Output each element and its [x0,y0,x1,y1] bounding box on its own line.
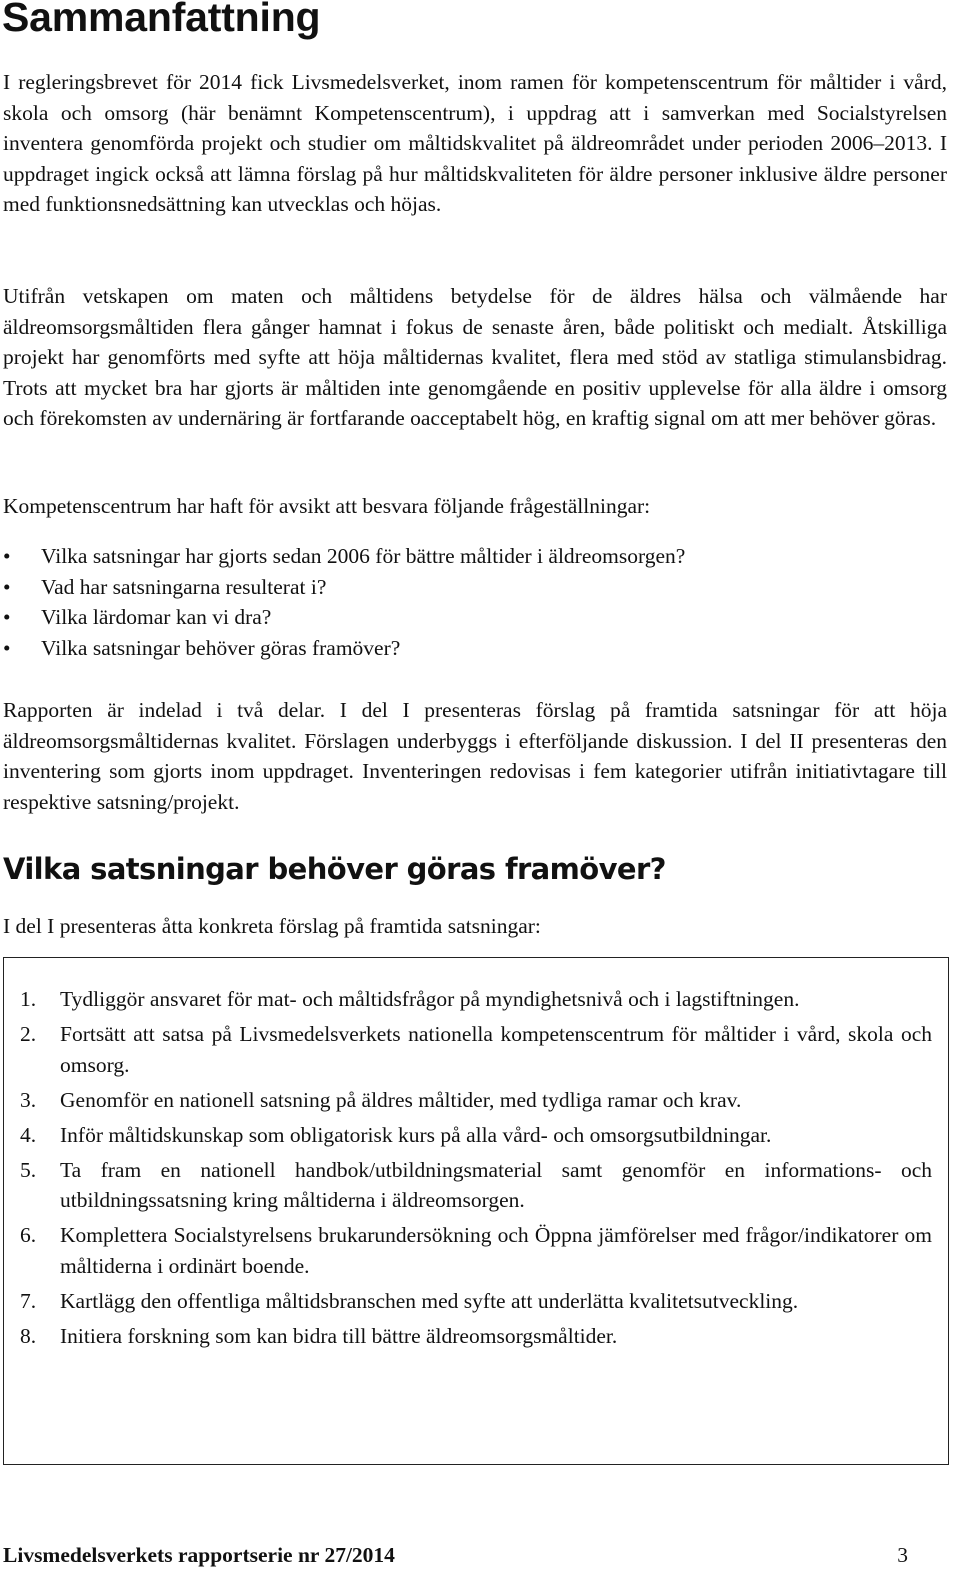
list-item [20,1019,932,1080]
proposals-intro-paragraph: I del I presenteras åtta konkreta förslag på framtida satsningar: [3,914,541,938]
list-item-text: Kartlägg den offentliga måltidsbranschen med syfte att underlätta kvalitetsutveckling. [60,1288,799,1313]
list-item-text: Vilka satsningar behöver göras framöver? [41,635,401,660]
list-item [3,572,943,603]
proposals-box [3,957,949,1465]
list-item-text: Ta fram en nationell handbok/utbildningsmaterial samt genomför en informations- och utbildningssatsning kring måltiderna i äldreomsorgen. [60,1157,932,1212]
page-number: 3 [897,1543,908,1567]
list-number: 3. [20,1087,37,1112]
questions-intro-paragraph: Kompetenscentrum har haft för avsikt att besvara följande frågeställningar: [3,494,651,518]
list-item-text: Vad har satsningarna resulterat i? [41,574,327,599]
list-number: 2. [20,1022,37,1046]
bullet-icon: • [3,605,11,629]
list-item [3,602,943,633]
report-structure-paragraph: Rapporten är indelad i två delar. I del I presenteras förslag på framtida satsningar för att höja äldreomsorgsmåltidernas kvalitet. Förslagen underbyggs i efterföljande diskussion. I del II presenteras den inventering som gjorts inom uppdraget. Inventeringen redovisas i fem kategorier utifrån initiativtagare till respektive satsning/projekt. [3,698,947,814]
questions-list [3,541,943,663]
list-number: 8. [20,1323,37,1348]
proposals-list [20,984,932,1356]
list-item-text: Vilka satsningar har gjorts sedan 2006 för bättre måltider i äldreomsorgen? [41,544,686,568]
bullet-icon: • [3,635,11,660]
list-item [20,1120,932,1151]
list-number: 6. [20,1223,37,1247]
list-item-text: Tydliggör ansvaret för mat- och måltidsfrågor på myndighetsnivå och i lagstiftningen. [60,987,800,1011]
bullet-icon: • [3,574,11,599]
footer-series: Livsmedelsverkets rapportserie nr 27/2014 [3,1543,395,1567]
list-item [20,1321,932,1352]
list-item-text: Fortsätt att satsa på Livsmedelsverkets nationella kompetenscentrum för måltider i vård, skola och omsorg. [60,1022,932,1077]
background-paragraph: Utifrån vetskapen om maten och måltidens betydelse för de äldres hälsa och välmående har äldreomsorgsmåltiden flera gånger hamnat i fokus de senaste åren, både politiskt och medialt. Åtskilliga projekt har genomförts med syfte att höja måltidernas kvalitet, flera med stöd av statliga stimulansbidrag. Trots att mycket bra har gjorts är måltiden inte genomgående en positiv upplevelse för alla äldre i omsorg och förekomsten av undernäring är fortfarande oacceptabelt hög, en kraftig signal om att mer behöver göras. [3,284,947,430]
list-item [3,633,943,664]
list-item [3,541,943,572]
list-item-text: Genomför en nationell satsning på äldres måltider, med tydliga ramar och krav. [60,1087,742,1112]
list-item [20,1286,932,1317]
intro-paragraph: I regleringsbrevet för 2014 fick Livsmedelsverket, inom ramen för kompetenscentrum för måltider i vård, skola och omsorg (här benämnt Kompetenscentrum), i uppdrag att i samverkan med Socialstyrelsen inventera genomförda projekt och studier om måltidskvalitet på äldreområdet under perioden 2006–2013. I uppdraget ingick också att lämna förslag på hur måltidskvaliteten för äldre personer inklusive äldre personer med funktionsnedsättning kan utvecklas och höjas. [3,70,947,216]
list-item [20,1220,932,1281]
list-item [20,1155,932,1216]
bullet-icon: • [3,544,11,568]
list-number: 1. [20,987,37,1011]
page-title: Sammanfattning [2,0,321,40]
list-item-text: Komplettera Socialstyrelsens brukarundersökning och Öppna jämförelser med frågor/indikatorer om måltiderna i ordinärt boende. [60,1223,932,1278]
list-item-text: Initiera forskning som kan bidra till bättre äldreomsorgsmåltider. [60,1323,618,1348]
list-item [20,984,932,1015]
list-number: 5. [20,1157,37,1182]
list-item-text: Vilka lärdomar kan vi dra? [41,605,272,629]
list-number: 4. [20,1122,37,1147]
section-heading: Vilka satsningar behöver göras framöver? [3,852,666,886]
list-number: 7. [20,1288,37,1313]
list-item-text: Inför måltidskunskap som obligatorisk kurs på alla vård- och omsorgsutbildningar. [60,1122,772,1147]
list-item [20,1085,932,1116]
